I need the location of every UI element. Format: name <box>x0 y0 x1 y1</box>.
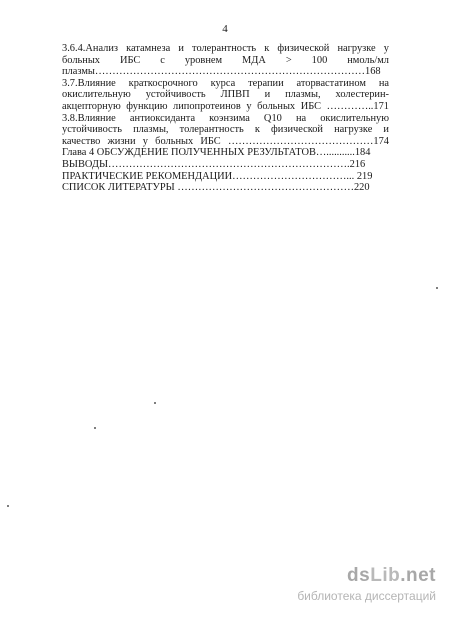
toc-line: окислительную устойчивость ЛПВП и плазмы, холестерин- <box>62 89 389 101</box>
toc-line: плазмы……………………………………………………………………168 <box>62 66 381 78</box>
toc-entry-3-6-4[interactable] <box>62 43 389 78</box>
scan-speck <box>7 505 9 507</box>
page-number: 4 <box>222 23 228 35</box>
toc-entry-conclusions[interactable]: ВЫВОДЫ…………………………………………………………….216 <box>62 158 366 170</box>
toc-line: 3.7.Влияние краткосрочного курса терапии аторвастатином на <box>62 77 389 89</box>
scan-speck <box>94 427 96 429</box>
scan-speck <box>154 402 156 404</box>
watermark-subtitle: библиотека диссертаций <box>297 589 436 603</box>
toc-entry-3-8[interactable] <box>62 113 389 148</box>
toc-line: акцепторную функцию липопротеинов у больных ИБС …………..171 <box>62 100 389 112</box>
watermark-logo: dsLib.net <box>347 565 436 586</box>
table-of-contents <box>62 43 389 194</box>
toc-line: 3.6.4.Анализ катамнеза и толерантность к физической нагрузке у <box>62 43 389 54</box>
toc-entry-chapter-4[interactable]: Глава 4 ОБСУЖДЕНИЕ ПОЛУЧЕННЫХ РЕЗУЛЬТАТОВ…...........184 <box>62 147 371 159</box>
toc-entry-recommendations[interactable]: ПРАКТИЧЕСКИЕ РЕКОМЕНДАЦИИ……………………………... 219 <box>62 170 373 182</box>
site-watermark <box>246 565 436 603</box>
toc-line: устойчивость плазмы, толерантность к физической нагрузке и <box>62 124 389 136</box>
scan-speck <box>436 287 438 289</box>
toc-entry-references[interactable]: СПИСОК ЛИТЕРАТУРЫ ……………………………………………220 <box>62 182 370 194</box>
toc-line: качество жизни у больных ИБС ……………………………………174 <box>62 135 389 147</box>
toc-line: 3.8.Влияние антиоксиданта коэнзима Q10 на окислительную <box>62 112 389 124</box>
toc-line: больных ИБС с уровнем МДА > 100 нмоль/мл <box>62 54 389 66</box>
toc-entry-3-7[interactable] <box>62 78 389 113</box>
